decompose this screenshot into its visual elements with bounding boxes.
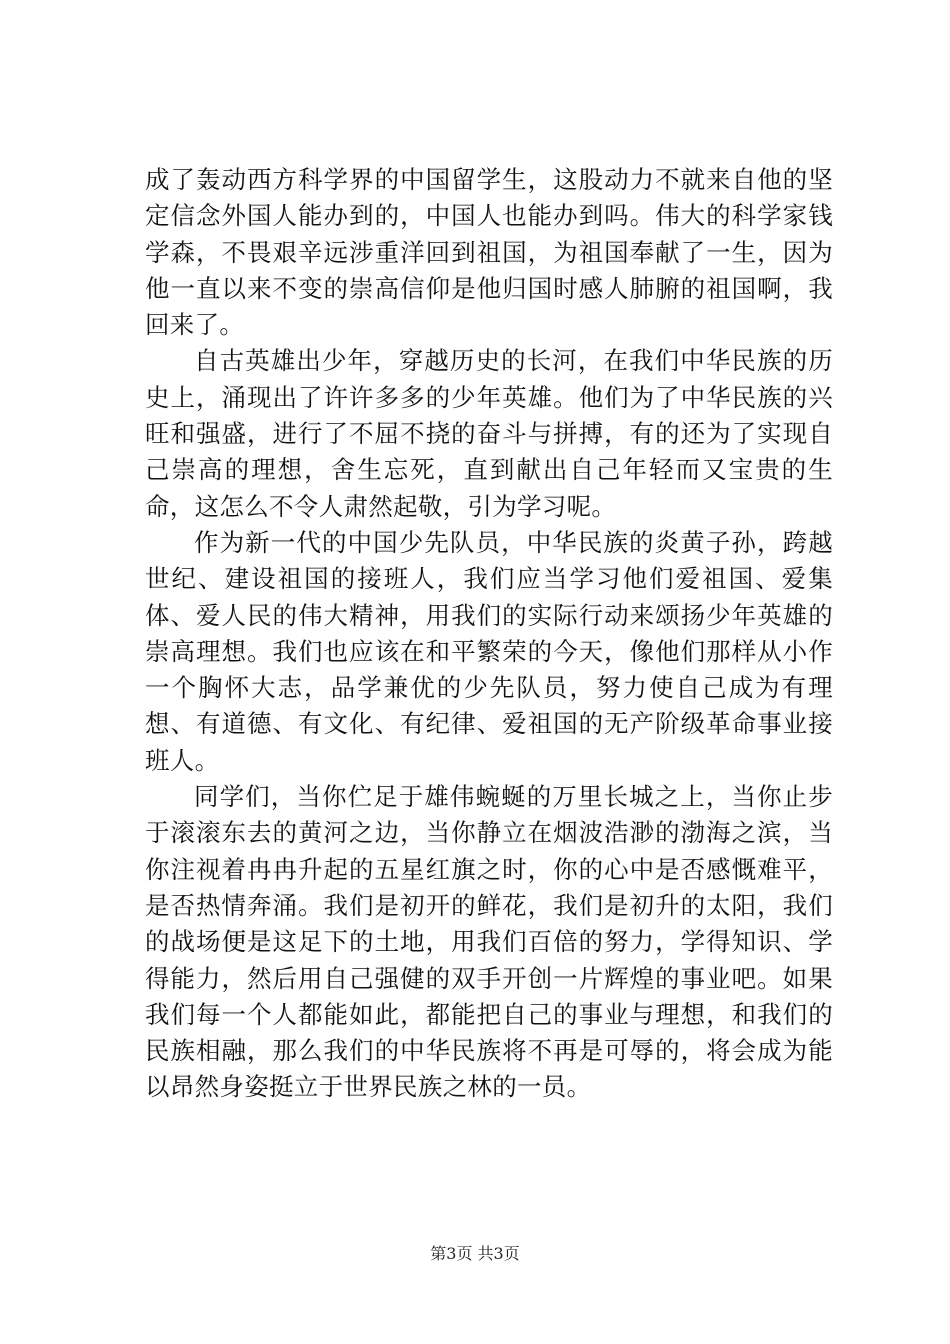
page-number-footer: 第3页 共3页	[430, 1244, 520, 1263]
paragraph-young-heroes: 自古英雄出少年，穿越历史的长河，在我们中华民族的历史上，涌现出了许许多多的少年英雄。他们为了中华民族的兴旺和强盛，进行了不屈不挠的奋斗与拼搏，有的还为了实现自己崇高的理想，舍生忘死，直到献出自己年轻而又宝贵的生命，这怎么不令人肃然起敬，引为学习呢。	[145, 346, 833, 521]
paragraph-classmates: 同学们，当你伫足于雄伟蜿蜒的万里长城之上，当你止步于滚滚东去的黄河之边，当你静立在烟波浩渺的渤海之滨，当你注视着冉冉升起的五星红旗之时，你的心中是否感慨难平，是否热情奔涌。我们是初开的鲜花，我们是初升的太阳，我们的战场便是这足下的土地，用我们百倍的努力，学得知识、学得能力，然后用自己强健的双手开创一片辉煌的事业吧。如果我们每一个人都能如此，都能把自己的事业与理想，和我们的民族相融，那么我们的中华民族将不再是可辱的，将会成为能以昂然身姿挺立于世界民族之林的一员。	[145, 782, 833, 1102]
paragraph-continuation: 成了轰动西方科学界的中国留学生，这股动力不就来自他的坚定信念外国人能办到的，中国人也能办到吗。伟大的科学家钱学森，不畏艰辛远涉重洋回到祖国，为祖国奉献了一生，因为他一直以来不变的崇高信仰是他归国时感人肺腑的祖国啊，我回来了。	[145, 165, 833, 340]
document-body	[145, 162, 833, 1106]
paragraph-young-pioneers: 作为新一代的中国少先队员，中华民族的炎黄子孙，跨越世纪、建设祖国的接班人，我们应当学习他们爱祖国、爱集体、爱人民的伟大精神，用我们的实际行动来颂扬少年英雄的崇高理想。我们也应该在和平繁荣的今天，像他们那样从小作一个胸怀大志，品学兼优的少先队员，努力使自己成为有理想、有道德、有文化、有纪律、爱祖国的无产阶级革命事业接班人。	[145, 527, 833, 775]
